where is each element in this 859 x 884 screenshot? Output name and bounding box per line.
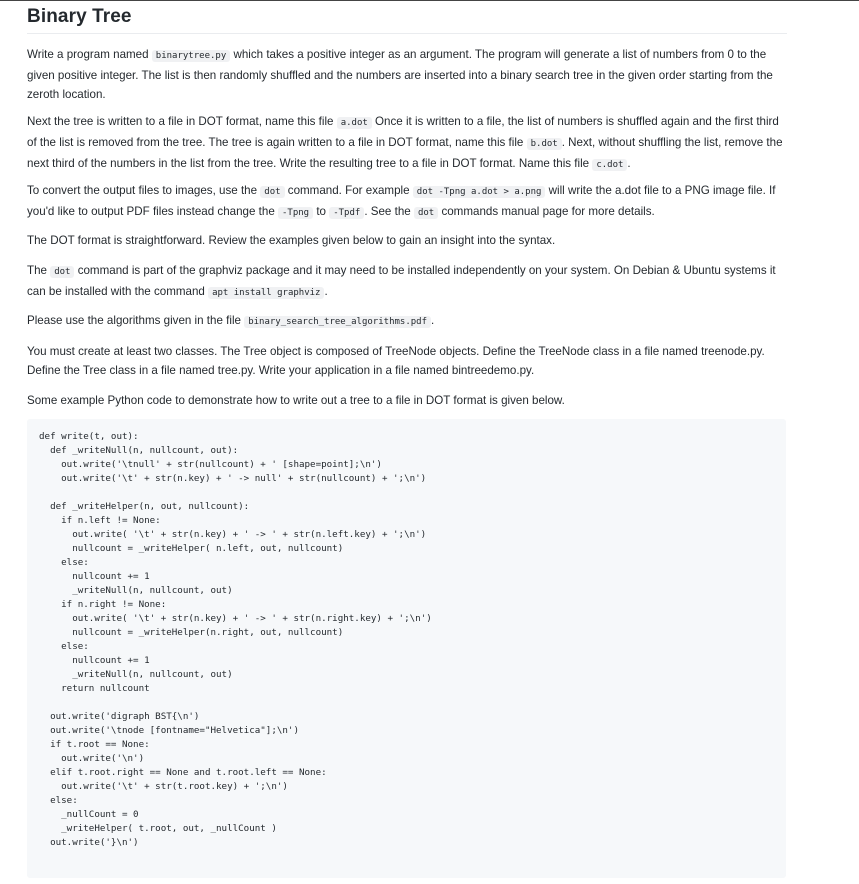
paragraph-program-description — [27, 45, 787, 104]
p3-text-c: will write the a.dot file to a PNG image file. If you'd like to output PDF files instead change the — [27, 184, 776, 218]
paragraph-algorithms — [27, 311, 787, 332]
code-binarytree-py: binarytree.py — [152, 50, 230, 62]
code-dot-command: dot — [50, 266, 74, 278]
python-code-block: def write(t, out): def _writeNull(n, nullcount, out): out.write('\tnull' + str(nullcount) + ' [shape=point];\n') out.write('\t' + str(n.key) + ' -> null' + str(nullcount) + ';\n') def _writeHelper(n, out, nullcount): if n.left != None: out.write( '\t' + str(n.key) + ' -> ' + str(n.left.key) + ';\n') nullcount = _writeHelper( n.left, out, nullcount) else: nullcount += 1 _writeNull(n, nullcount, out) if n.right != None: out.write( '\t' + str(n.key) + ' -> ' + str(n.right.key) + ';\n') nullcount = _writeHelper(n.right, out, nullcount) else: nullcount += 1 _writeNull(n, nullcount, out) return nullcount out.write('digraph BST{\n') out.write('\tnode [fontname="Helvetica"];\n') if t.root == None: out.write('\n') elif t.root.right == None and t.root.left == None: out.write('\t' + str(t.root.key) + ';\n') else: _nullCount = 0 _writeHelper( t.root, out, _nullCount ) out.write('}\n') — [27, 419, 786, 878]
p2-text-c: . Next, without shuffling the list, remove the next third of the numbers in the list from the tree. Write the resulting tree to a file in DOT format. Name this file — [27, 136, 783, 170]
code-c-dot: c.dot — [592, 159, 627, 171]
code-apt-install: apt install graphviz — [208, 287, 324, 299]
paragraph-classes: You must create at least two classes. The Tree object is composed of TreeNode objects. Define the TreeNode class in a file named treenode.py. Define the Tree class in a file named tree.py. Write your application in a file named bintreedemo.py. — [27, 345, 765, 377]
p2-text-b: Once it is written to a file, the list of numbers is shuffled again and the first third of the list is removed from the tree. The tree is again written to a file in DOT format, name this file — [27, 115, 779, 149]
paragraph-dot-output — [27, 112, 787, 175]
paragraph-example-intro: Some example Python code to demonstrate how to write out a tree to a file in DOT format is given below. — [27, 394, 565, 407]
code-dot-manual: dot — [414, 207, 438, 219]
code-algorithms-pdf: binary_search_tree_algorithms.pdf — [244, 316, 431, 328]
p5-text-b: command is part of the graphviz package and it may need to be installed independently on your system. On Debian & Ubuntu systems it can be installed with the command — [27, 264, 776, 298]
code-tpng: -Tpng — [278, 207, 313, 219]
p3-text-d: to — [313, 205, 330, 218]
page-title: Binary Tree — [27, 6, 132, 27]
code-tpdf: -Tpdf — [329, 207, 364, 219]
p5-text-a: The — [27, 264, 51, 277]
paragraph-dot-format: The DOT format is straightforward. Review the examples given below to gain an insight into the syntax. — [27, 234, 556, 247]
p6-text-a: Please use the algorithms given in the file — [27, 314, 245, 327]
code-a-dot: a.dot — [337, 117, 372, 129]
p1-text-b: which takes a positive integer as an argument. The program will generate a list of numbers from 0 to the given positive integer. The list is then randomly shuffled and the numbers are inserted into a binary search tree in the given order starting from the zeroth location. — [27, 48, 773, 101]
paragraph-graphviz — [27, 261, 787, 303]
p2-text-a: Next the tree is written to a file in DOT format, name this file — [27, 115, 337, 128]
p2-text-d: . — [627, 157, 631, 170]
code-dot-example: dot -Tpng a.dot > a.png — [413, 186, 546, 198]
title-divider — [27, 33, 787, 34]
code-dot: dot — [260, 186, 284, 198]
code-b-dot: b.dot — [527, 138, 562, 150]
p3-text-b: command. For example — [284, 184, 413, 197]
p6-text-b: . — [431, 314, 435, 327]
p5-text-c: . — [324, 285, 328, 298]
paragraph-convert-images — [27, 181, 787, 223]
p3-text-e: . See the — [364, 205, 414, 218]
window-top-border — [0, 0, 859, 1]
p1-text-a: Write a program named — [27, 48, 152, 61]
p3-text-a: To convert the output files to images, use the — [27, 184, 261, 197]
p3-text-f: commands manual page for more details. — [438, 205, 655, 218]
